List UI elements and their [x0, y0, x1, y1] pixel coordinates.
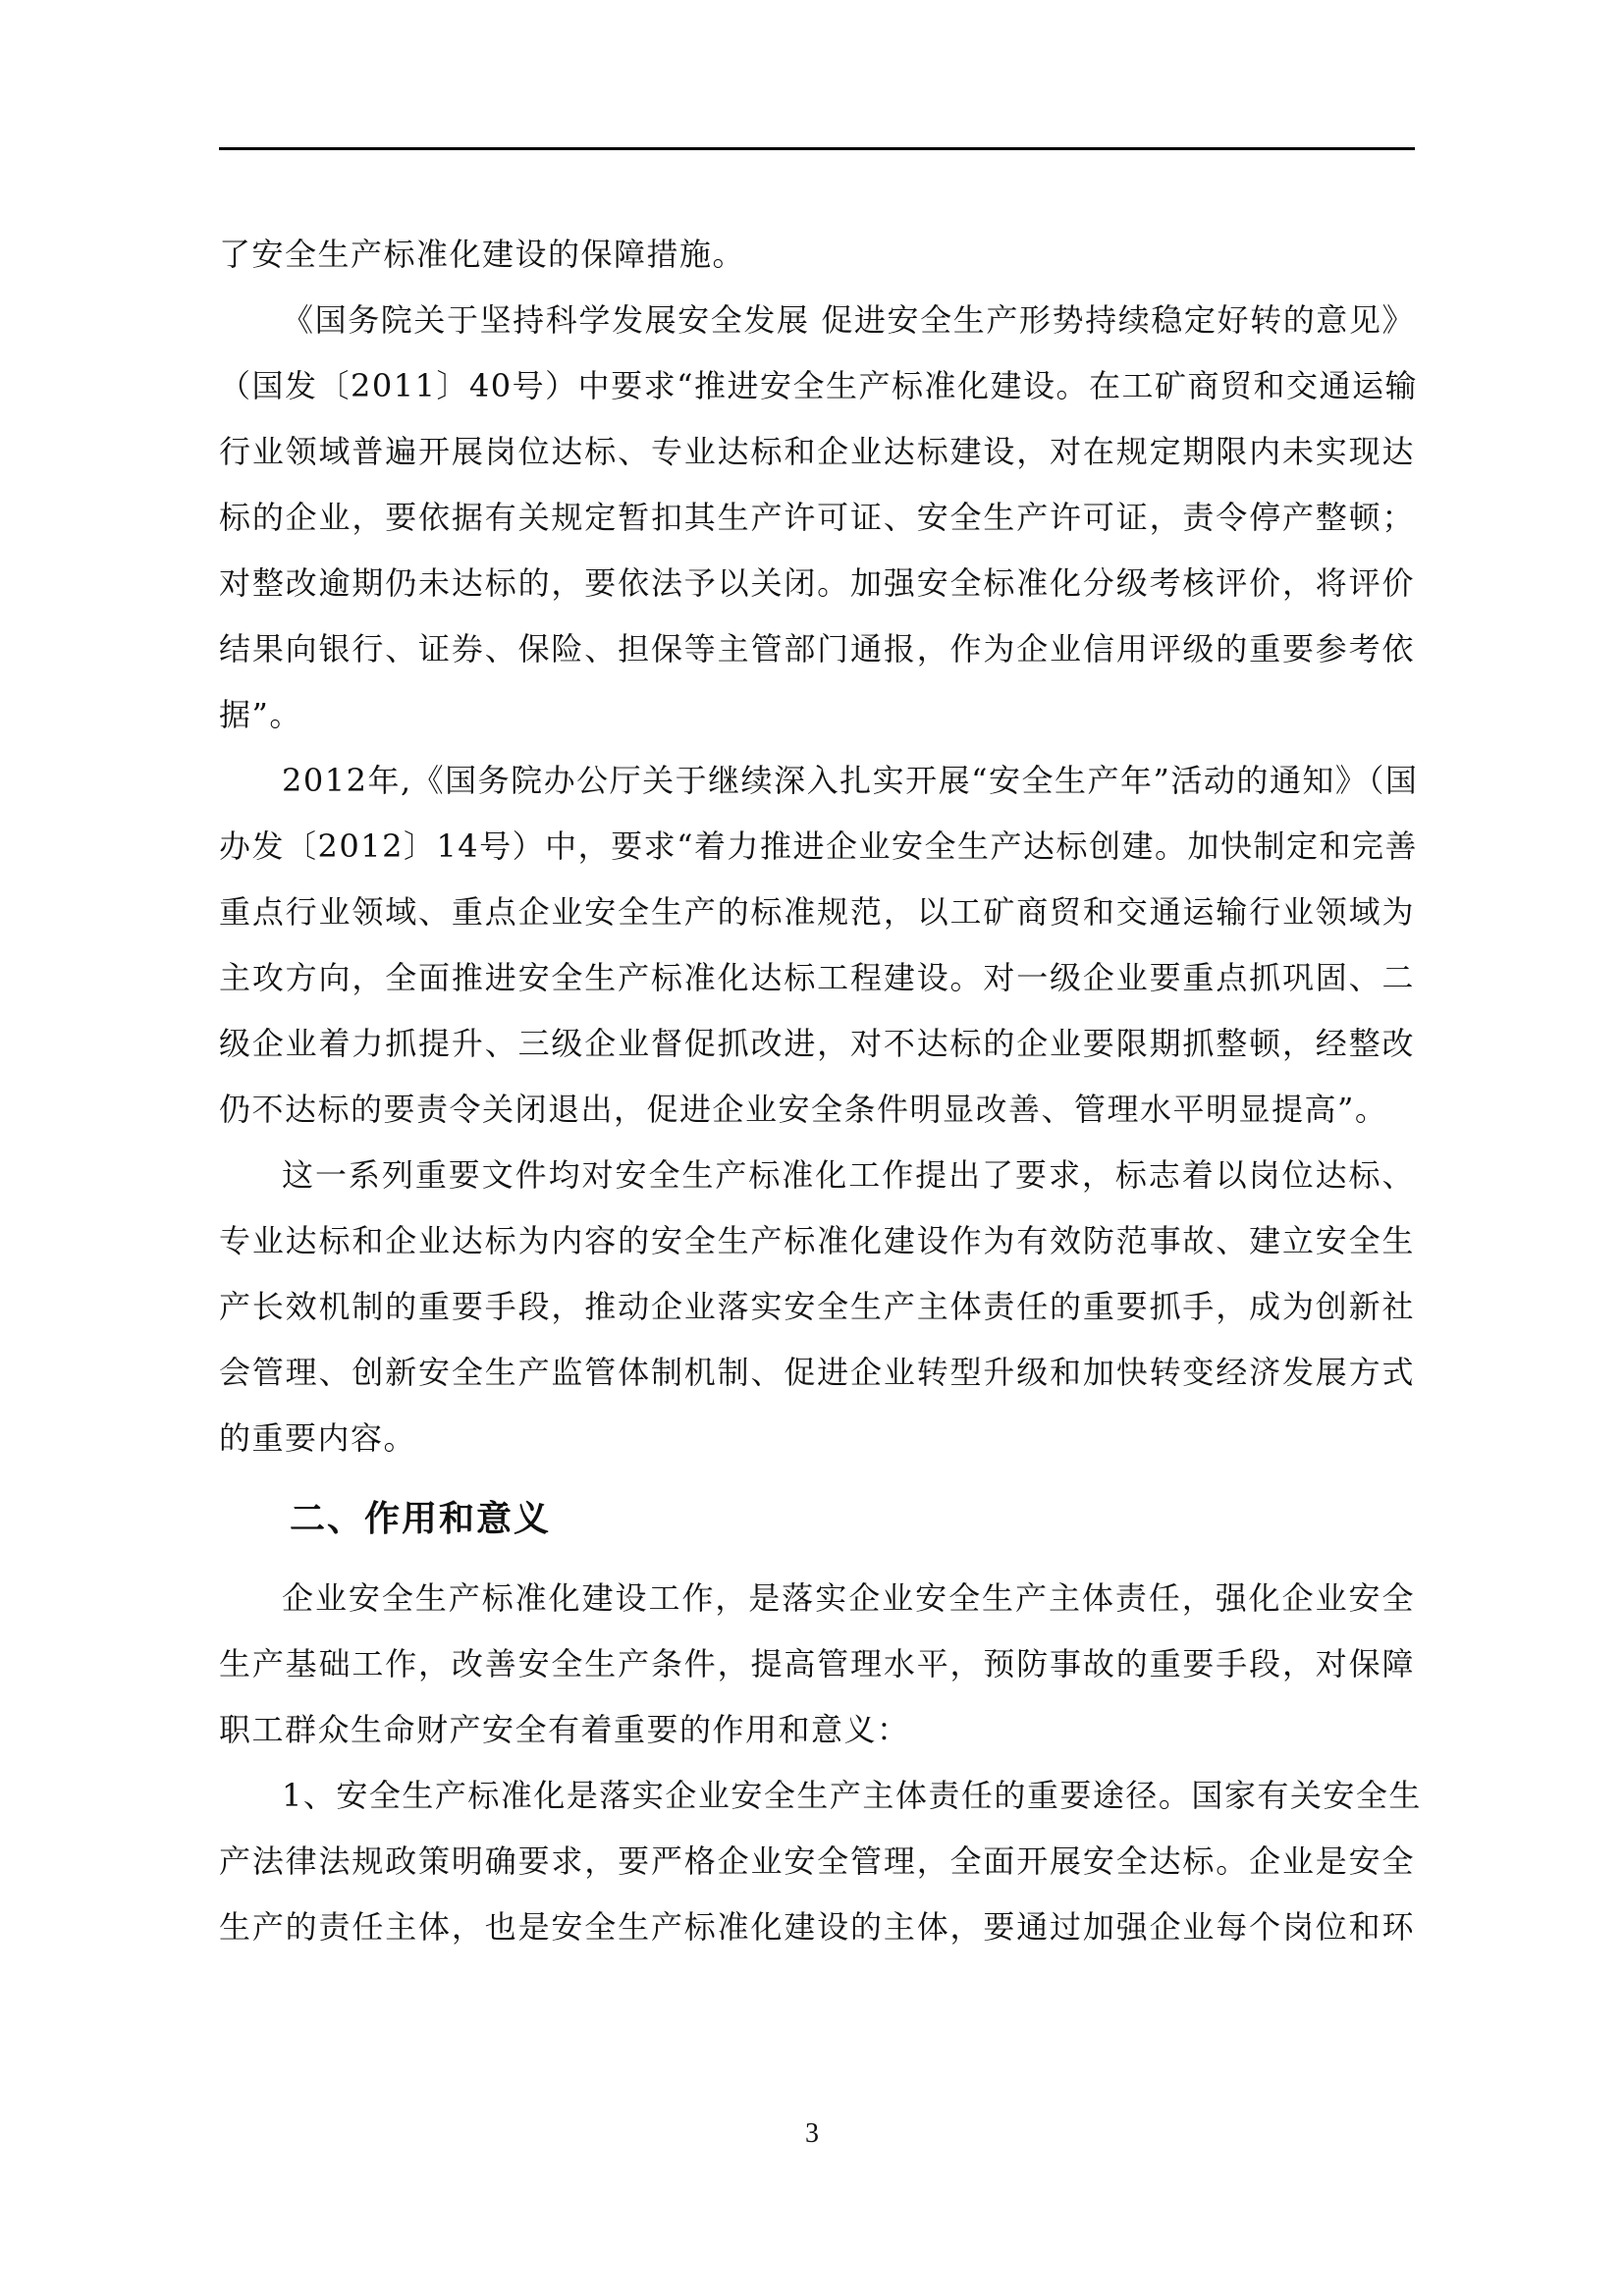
body-line: 2012年,《国务院办公厅关于继续深入扎实开展“安全生产年”活动的通知》（国: [282, 762, 1419, 799]
header-rule: [219, 147, 1415, 150]
body-line: 1、安全生产标准化是落实企业安全生产主体责任的重要途径。国家有关安全生: [282, 1777, 1422, 1814]
body-line: 生产的责任主体，也是安全生产标准化建设的主体，要通过加强企业每个岗位和环: [219, 1908, 1415, 1946]
body-line: 会管理、创新安全生产监管体制机制、促进企业转型升级和加快转变经济发展方式: [219, 1354, 1415, 1391]
body-line: 企业安全生产标准化建设工作，是落实企业安全生产主体责任，强化企业安全: [282, 1579, 1415, 1617]
body-line: 据”。: [219, 696, 302, 733]
body-line: 主攻方向，全面推进安全生产标准化达标工程建设。对一级企业要重点抓巩固、二: [219, 959, 1415, 996]
body-line: 重点行业领域、重点企业安全生产的标准规范，以工矿商贸和交通运输行业领域为: [219, 893, 1415, 931]
body-line: 产法律法规政策明确要求，要严格企业安全管理，全面开展安全达标。企业是安全: [219, 1842, 1415, 1880]
body-line: 的重要内容。: [219, 1419, 417, 1457]
section-heading: 二、作用和意义: [290, 1499, 552, 1539]
body-line: 产长效机制的重要手段，推动企业落实安全生产主体责任的重要抓手，成为创新社: [219, 1288, 1415, 1325]
body-line: （国发〔2011〕40号）中要求“推进安全生产标准化建设。在工矿商贸和交通运输: [219, 367, 1419, 404]
body-line: 行业领域普遍开展岗位达标、专业达标和企业达标建设，对在规定期限内未实现达: [219, 433, 1415, 470]
body-line: 结果向银行、证券、保险、担保等主管部门通报，作为企业信用评级的重要参考依: [219, 630, 1415, 667]
body-line: 对整改逾期仍未达标的，要依法予以关闭。加强安全标准化分级考核评价，将评价: [219, 564, 1415, 602]
body-line: 了安全生产标准化建设的保障措施。: [219, 236, 746, 273]
body-line: 级企业着力抓提升、三级企业督促抓改进，对不达标的企业要限期抓整顿，经整改: [219, 1025, 1415, 1062]
body-line: 《国务院关于坚持科学发展安全发展 促进安全生产形势持续稳定好转的意见》: [282, 301, 1415, 339]
document-body: [219, 222, 1422, 1960]
page-number: 3: [805, 2118, 819, 2149]
body-line: 标的企业，要依据有关规定暂扣其生产许可证、安全生产许可证，责令停产整顿；: [219, 499, 1415, 536]
body-line: 办发〔2012〕14号）中，要求“着力推进企业安全生产达标创建。加快制定和完善: [219, 828, 1419, 865]
body-line: 生产基础工作，改善安全生产条件，提高管理水平，预防事故的重要手段，对保障: [219, 1645, 1415, 1682]
body-line: 专业达标和企业达标为内容的安全生产标准化建设作为有效防范事故、建立安全生: [219, 1222, 1415, 1259]
body-line: 职工群众生命财产安全有着重要的作用和意义：: [219, 1711, 910, 1748]
body-line: 这一系列重要文件均对安全生产标准化工作提出了要求，标志着以岗位达标、: [282, 1156, 1415, 1194]
body-line: 仍不达标的要责令关闭退出，促进企业安全条件明显改善、管理水平明显提高”。: [219, 1091, 1388, 1128]
